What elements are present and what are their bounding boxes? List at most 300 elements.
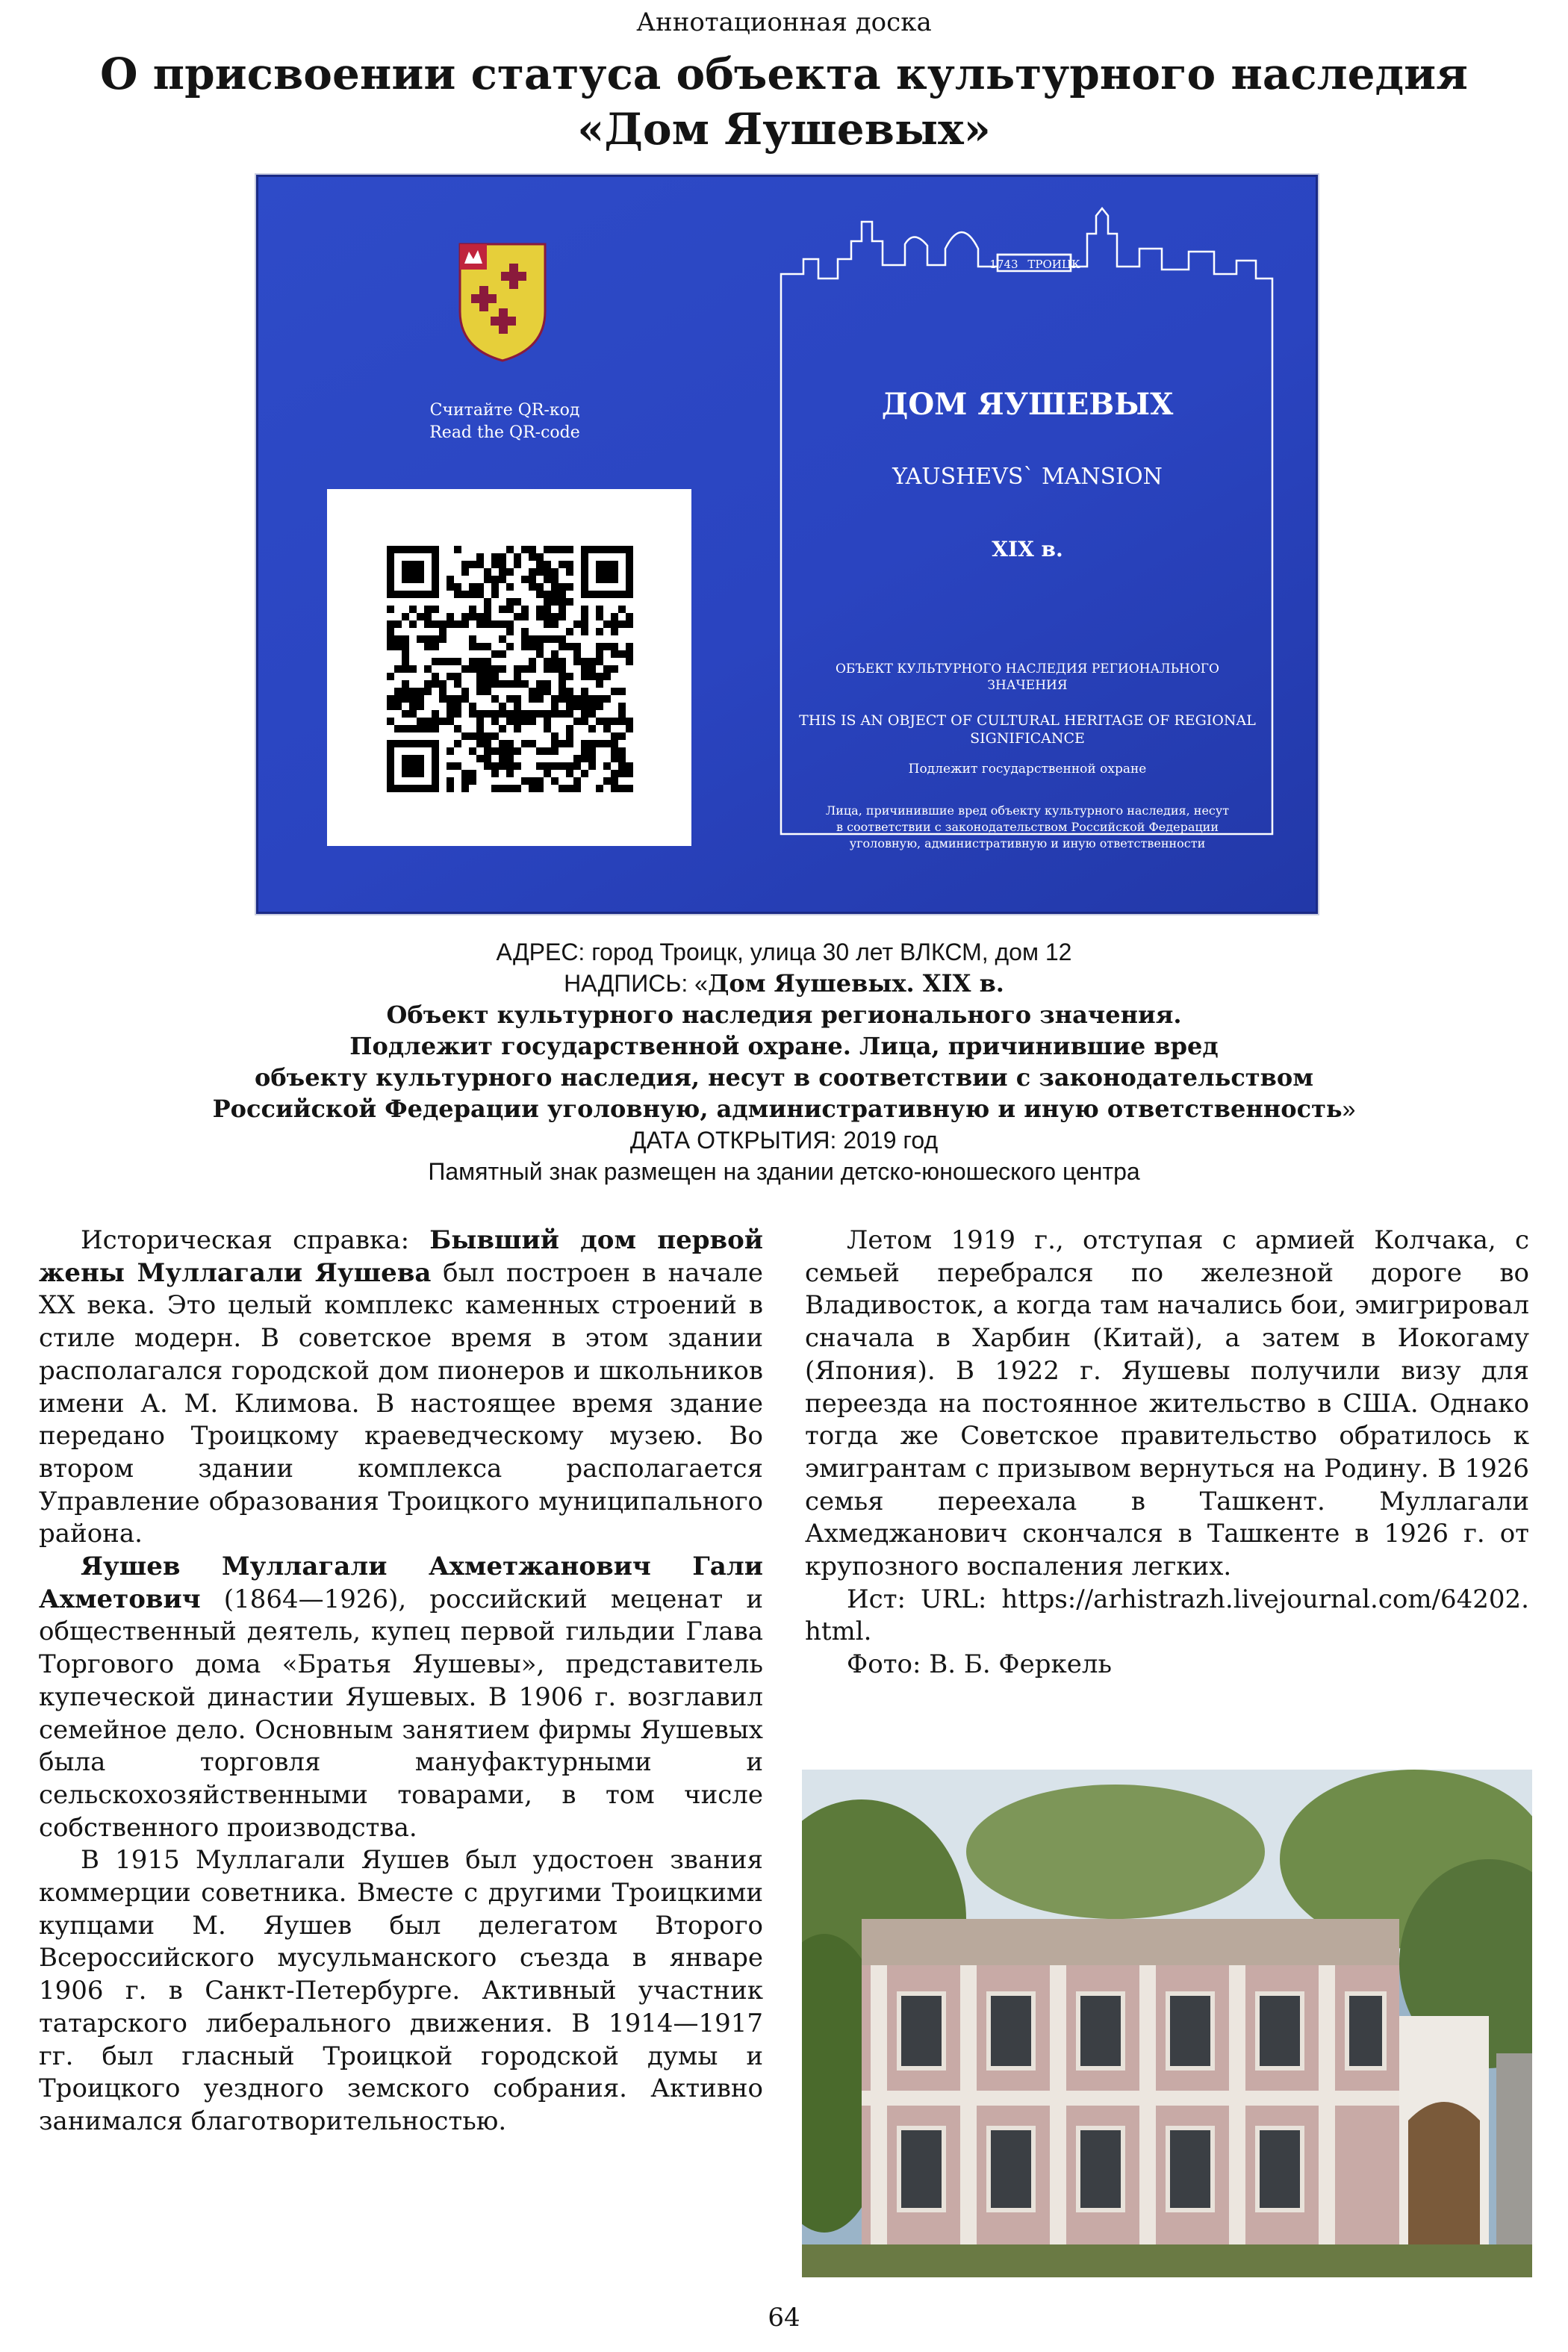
qr-module <box>521 606 529 613</box>
qr-module <box>529 635 536 643</box>
qr-module <box>566 546 573 553</box>
qr-module <box>499 665 506 673</box>
qr-module <box>581 620 588 628</box>
left-column <box>39 1225 763 2138</box>
qr-module <box>618 703 626 710</box>
caption-placement: Памятный знак размещен на здании детско-юношеского центра <box>428 1158 1140 1185</box>
qr-module <box>529 643 536 650</box>
qr-module <box>551 583 559 591</box>
qr-module <box>424 643 432 650</box>
qr-module <box>596 703 603 710</box>
qr-module <box>476 561 484 568</box>
qr-module <box>544 591 551 598</box>
qr-module <box>573 777 581 785</box>
qr-module <box>424 688 432 695</box>
qr-module <box>432 620 439 628</box>
qr-module <box>581 718 588 725</box>
qr-module <box>618 762 626 770</box>
qr-module <box>581 740 588 747</box>
qr-module <box>551 613 559 620</box>
qr-module <box>402 688 409 695</box>
qr-module <box>559 680 566 688</box>
qr-module <box>544 718 551 725</box>
qr-module <box>544 635 551 643</box>
qr-module <box>529 576 536 583</box>
qr-module <box>432 725 439 732</box>
qr-module <box>506 770 514 777</box>
qr-module <box>506 628 514 635</box>
qr-module <box>521 546 529 553</box>
qr-module <box>514 665 521 673</box>
qr-module <box>529 688 536 695</box>
qr-module <box>581 695 588 703</box>
history-text: был построен в начале XX века. Это целый комплекс каменных строений в стиле модерн. В советское время в этом здании располагался городской дом пионеров и школьников имени А. М. Климова. В настоящее время здание передано Троицкому краеведческому музею. Во втором здании комплекса располагается Управление образования Троицкого муниципального района. <box>39 1257 763 1549</box>
qr-module <box>476 732 484 740</box>
inscription-line-3: Подлежит государственной охране. Лица, причинившие вред <box>349 1032 1219 1060</box>
qr-module <box>611 628 618 635</box>
qr-module <box>394 620 402 628</box>
qr-module <box>491 762 499 770</box>
qr-module <box>618 770 626 777</box>
qr-module <box>499 762 506 770</box>
qr-module <box>506 680 514 688</box>
qr-module <box>476 583 484 591</box>
qr-module <box>394 643 402 650</box>
qr-module <box>559 598 566 606</box>
page-number: 64 <box>768 2303 800 2333</box>
qr-module <box>618 710 626 718</box>
qr-module <box>588 703 596 710</box>
qr-module <box>521 576 529 583</box>
qr-module <box>544 762 551 770</box>
plaque-century: XIX в. <box>992 537 1063 561</box>
qr-module <box>581 755 588 762</box>
qr-module <box>551 777 559 785</box>
qr-module <box>439 718 447 725</box>
qr-module <box>581 665 588 673</box>
qr-module <box>417 725 424 732</box>
qr-module <box>491 673 499 680</box>
qr-module <box>618 620 626 628</box>
qr-module <box>432 673 439 680</box>
qr-module <box>484 568 491 576</box>
qr-module <box>484 658 491 665</box>
qr-module <box>484 762 491 770</box>
qr-code-icon <box>387 546 633 792</box>
qr-module <box>484 688 491 695</box>
qr-module <box>514 703 521 710</box>
qr-module <box>596 628 603 635</box>
qr-module <box>514 718 521 725</box>
qr-module <box>529 583 536 591</box>
qr-module <box>588 762 596 770</box>
qr-module <box>432 658 439 665</box>
paragraph-biography <box>39 1551 763 1844</box>
qr-module <box>588 755 596 762</box>
qr-module <box>432 710 439 718</box>
qr-module <box>521 680 529 688</box>
qr-module <box>521 740 529 747</box>
plaque-name-ru: ДОМ ЯУШЕВЫХ <box>881 387 1174 422</box>
qr-module <box>424 718 432 725</box>
qr-module <box>499 635 506 643</box>
qr-module <box>514 710 521 718</box>
qr-module <box>514 762 521 770</box>
qr-module <box>536 695 544 703</box>
qr-module <box>573 762 581 770</box>
qr-module <box>499 710 506 718</box>
qr-module <box>618 755 626 762</box>
qr-module <box>439 688 447 695</box>
qr-module <box>596 606 603 613</box>
qr-module <box>499 620 506 628</box>
qr-module <box>588 695 596 703</box>
qr-module <box>491 710 499 718</box>
qr-module <box>544 770 551 777</box>
qr-module <box>409 665 417 673</box>
qr-module <box>529 546 536 553</box>
qr-module <box>387 628 394 635</box>
qr-module <box>409 606 417 613</box>
qr-module <box>506 568 514 576</box>
qr-module <box>454 658 461 665</box>
qr-module <box>499 561 506 568</box>
qr-module <box>402 643 409 650</box>
qr-module <box>476 665 484 673</box>
qr-module <box>551 546 559 553</box>
qr-module <box>469 710 476 718</box>
qr-module <box>484 680 491 688</box>
qr-module <box>484 613 491 620</box>
qr-module <box>447 710 454 718</box>
qr-module <box>588 658 596 665</box>
source-reference: Ист: URL: https://arhistrazh.livejournal.com/64202.html. <box>805 1584 1529 1647</box>
qr-module <box>476 710 484 718</box>
qr-finder-module <box>402 755 424 777</box>
qr-module <box>506 747 514 755</box>
qr-module <box>551 695 559 703</box>
plaque-name-en: YAUSHEVS` MANSION <box>892 464 1163 490</box>
qr-module <box>447 718 454 725</box>
qr-module <box>402 650 409 658</box>
qr-caption-ru: Считайте QR-код <box>429 401 580 420</box>
qr-module <box>387 620 394 628</box>
qr-module <box>529 695 536 703</box>
qr-module <box>544 747 551 755</box>
qr-module <box>491 576 499 583</box>
qr-module <box>544 598 551 606</box>
plaque-object-en-line-2: SIGNIFICANCE <box>970 730 1085 747</box>
qr-module <box>596 740 603 747</box>
qr-module <box>544 606 551 613</box>
qr-module <box>573 620 581 628</box>
qr-module <box>596 785 603 792</box>
qr-module <box>559 762 566 770</box>
qr-module <box>461 591 469 598</box>
qr-finder-module <box>402 561 424 583</box>
qr-module <box>573 718 581 725</box>
title-line-2: «Дом Яушевых» <box>577 104 991 155</box>
qr-module <box>551 576 559 583</box>
qr-module <box>596 680 603 688</box>
qr-module <box>618 785 626 792</box>
qr-module <box>551 591 559 598</box>
qr-module <box>544 576 551 583</box>
qr-module <box>491 665 499 673</box>
paragraph-career: В 1915 Муллагали Яушев был удостоен звания коммерции советника. Вместе с другими Троицкими купцами М. Яушев был делегатом Второго Всероссийского мусульманского съезда в январе 1906 г. в Санкт-Петербурге. Активный участник татарского либерального движения. В 1914—1917 гг. был гласный Троицкой городской думы и Троицкого уездного земского собрания. Активно занимался благотворительностью. <box>39 1845 763 2136</box>
qr-module <box>506 546 514 553</box>
qr-module <box>521 665 529 673</box>
section-kicker: Аннотационная доска <box>636 7 932 37</box>
qr-module <box>529 718 536 725</box>
caption-inscription <box>0 968 1568 999</box>
qr-module <box>521 710 529 718</box>
qr-module <box>484 673 491 680</box>
qr-module <box>559 658 566 665</box>
photo-credit: Фото: В. Б. Феркель <box>847 1649 1113 1680</box>
coat-of-arms-icon <box>454 237 551 364</box>
qr-module <box>402 680 409 688</box>
qr-module <box>394 665 402 673</box>
plaque-liability-line-1: Лица, причинившие вред объекту культурного наследия, несут <box>825 803 1230 818</box>
qr-module <box>559 635 566 643</box>
qr-module <box>566 568 573 576</box>
qr-module <box>476 620 484 628</box>
qr-module <box>491 591 499 598</box>
qr-module <box>402 658 409 665</box>
qr-module <box>506 606 514 613</box>
qr-module <box>581 703 588 710</box>
qr-module <box>626 718 633 725</box>
qr-module <box>454 695 461 703</box>
qr-module <box>402 613 409 620</box>
qr-module <box>491 732 499 740</box>
qr-module <box>476 740 484 747</box>
paragraph-emigration: Летом 1919 г., отступая с армией Колчака, с семьей перебрался по железной дороге во Владивосток, а когда там начались бои, эмигрировал сначала в Харбин (Китай), а затем в Иокогаму (Япония). В 1922 г. Яушевы получили визу для переезда на постоянное жительство в США. Однако тогда же Советское правительство обратилось к эмигрантам с призывом вернуться на Родину. В 1926 семья переехала в Ташкент. Муллагали Ахмеджанович скончался в Ташкенте в 1926 г. от крупозного воспаления легких. <box>805 1225 1529 1582</box>
qr-module <box>506 762 514 770</box>
qr-module <box>596 695 603 703</box>
inscription-line-5 <box>0 1093 1568 1124</box>
inscription-prefix: НАДПИСЬ: « <box>564 970 708 997</box>
qr-module <box>566 762 573 770</box>
qr-module <box>626 650 633 658</box>
qr-module <box>559 583 566 591</box>
qr-module <box>454 710 461 718</box>
qr-module <box>424 725 432 732</box>
plaque-liability <box>774 803 1281 852</box>
qr-module <box>521 718 529 725</box>
qr-module <box>536 606 544 613</box>
qr-module <box>514 785 521 792</box>
qr-module <box>626 613 633 620</box>
qr-module <box>417 635 424 643</box>
qr-module <box>514 747 521 755</box>
qr-module <box>476 591 484 598</box>
qr-module <box>454 583 461 591</box>
qr-module <box>544 658 551 665</box>
qr-module <box>506 643 514 650</box>
qr-module <box>506 785 514 792</box>
qr-module <box>626 770 633 777</box>
qr-module <box>544 688 551 695</box>
qr-module <box>484 606 491 613</box>
qr-module <box>454 740 461 747</box>
qr-module <box>544 710 551 718</box>
qr-module <box>387 673 394 680</box>
qr-module <box>506 740 514 747</box>
qr-module <box>559 665 566 673</box>
qr-module <box>536 762 544 770</box>
qr-module <box>484 732 491 740</box>
qr-module <box>461 620 469 628</box>
qr-module <box>551 703 559 710</box>
qr-module <box>461 777 469 785</box>
qr-module <box>484 598 491 606</box>
qr-module <box>417 703 424 710</box>
qr-module <box>454 680 461 688</box>
qr-module <box>626 643 633 650</box>
qr-module <box>499 755 506 762</box>
history-lead: Историческая справка: <box>81 1225 430 1255</box>
qr-module <box>573 643 581 650</box>
qr-module <box>566 785 573 792</box>
qr-module <box>573 695 581 703</box>
qr-module <box>521 643 529 650</box>
qr-module <box>521 628 529 635</box>
qr-module <box>476 755 484 762</box>
qr-module <box>432 635 439 643</box>
inscription-line-1: Дом Яушевых. XIX в. <box>707 969 1004 998</box>
qr-module <box>424 613 432 620</box>
qr-module <box>514 695 521 703</box>
qr-module <box>491 718 499 725</box>
qr-module <box>461 695 469 703</box>
qr-module <box>536 635 544 643</box>
qr-module <box>611 620 618 628</box>
qr-module <box>417 688 424 695</box>
qr-module <box>484 620 491 628</box>
qr-module <box>566 732 573 740</box>
qr-module <box>454 546 461 553</box>
qr-module <box>626 658 633 665</box>
qr-module <box>469 583 476 591</box>
qr-module <box>611 740 618 747</box>
plaque-object-en-line-1: THIS IS AN OBJECT OF CULTURAL HERITAGE OF REGIONAL <box>799 712 1256 729</box>
qr-module <box>559 613 566 620</box>
qr-module <box>521 613 529 620</box>
qr-module <box>499 553 506 561</box>
qr-module <box>432 718 439 725</box>
qr-module <box>447 658 454 665</box>
annotation-plaque <box>256 175 1318 914</box>
qr-module <box>618 732 626 740</box>
qr-panel <box>327 489 691 846</box>
qr-module <box>424 635 432 643</box>
qr-module <box>611 732 618 740</box>
qr-module <box>499 576 506 583</box>
qr-module <box>447 576 454 583</box>
qr-module <box>447 613 454 620</box>
qr-module <box>618 718 626 725</box>
qr-module <box>447 747 454 755</box>
qr-module <box>581 673 588 680</box>
qr-module <box>566 561 573 568</box>
qr-module <box>566 725 573 732</box>
qr-module <box>611 643 618 650</box>
qr-module <box>596 613 603 620</box>
qr-module <box>461 613 469 620</box>
qr-module <box>544 546 551 553</box>
qr-module <box>439 635 447 643</box>
qr-module <box>447 695 454 703</box>
qr-module <box>581 770 588 777</box>
qr-module <box>506 755 514 762</box>
qr-module <box>432 680 439 688</box>
qr-module <box>476 553 484 561</box>
qr-module <box>476 658 484 665</box>
qr-caption-en: Read the QR-code <box>429 423 580 442</box>
qr-module <box>559 695 566 703</box>
qr-module <box>559 673 566 680</box>
qr-module <box>484 576 491 583</box>
qr-finder-module <box>596 561 618 583</box>
qr-module <box>461 770 469 777</box>
qr-module <box>551 658 559 665</box>
qr-module <box>402 710 409 718</box>
qr-module <box>536 777 544 785</box>
qr-module <box>611 613 618 620</box>
qr-module <box>432 643 439 650</box>
qr-module <box>529 740 536 747</box>
qr-module <box>484 643 491 650</box>
qr-module <box>447 583 454 591</box>
qr-module <box>529 785 536 792</box>
qr-module <box>566 688 573 695</box>
qr-module <box>611 747 618 755</box>
qr-module <box>491 620 499 628</box>
qr-module <box>469 732 476 740</box>
qr-module <box>447 673 454 680</box>
qr-module <box>566 770 573 777</box>
qr-module <box>417 695 424 703</box>
qr-module <box>581 658 588 665</box>
qr-module <box>491 583 499 591</box>
qr-module <box>588 740 596 747</box>
qr-module <box>454 762 461 770</box>
qr-module <box>484 710 491 718</box>
qr-module <box>588 725 596 732</box>
qr-module <box>536 583 544 591</box>
qr-module <box>551 762 559 770</box>
qr-module <box>603 665 611 673</box>
qr-module <box>387 718 394 725</box>
qr-module <box>551 568 559 576</box>
qr-module <box>536 613 544 620</box>
qr-module <box>394 703 402 710</box>
qr-module <box>566 710 573 718</box>
qr-module <box>559 785 566 792</box>
inscription-line-5-bold: Российской Федерации уголовную, административную и иную ответственность <box>212 1095 1343 1123</box>
qr-module <box>469 747 476 755</box>
qr-module <box>432 606 439 613</box>
qr-module <box>469 635 476 643</box>
qr-module <box>551 665 559 673</box>
qr-module <box>581 613 588 620</box>
qr-module <box>626 620 633 628</box>
qr-module <box>461 665 469 673</box>
qr-module <box>447 620 454 628</box>
qr-module <box>424 680 432 688</box>
